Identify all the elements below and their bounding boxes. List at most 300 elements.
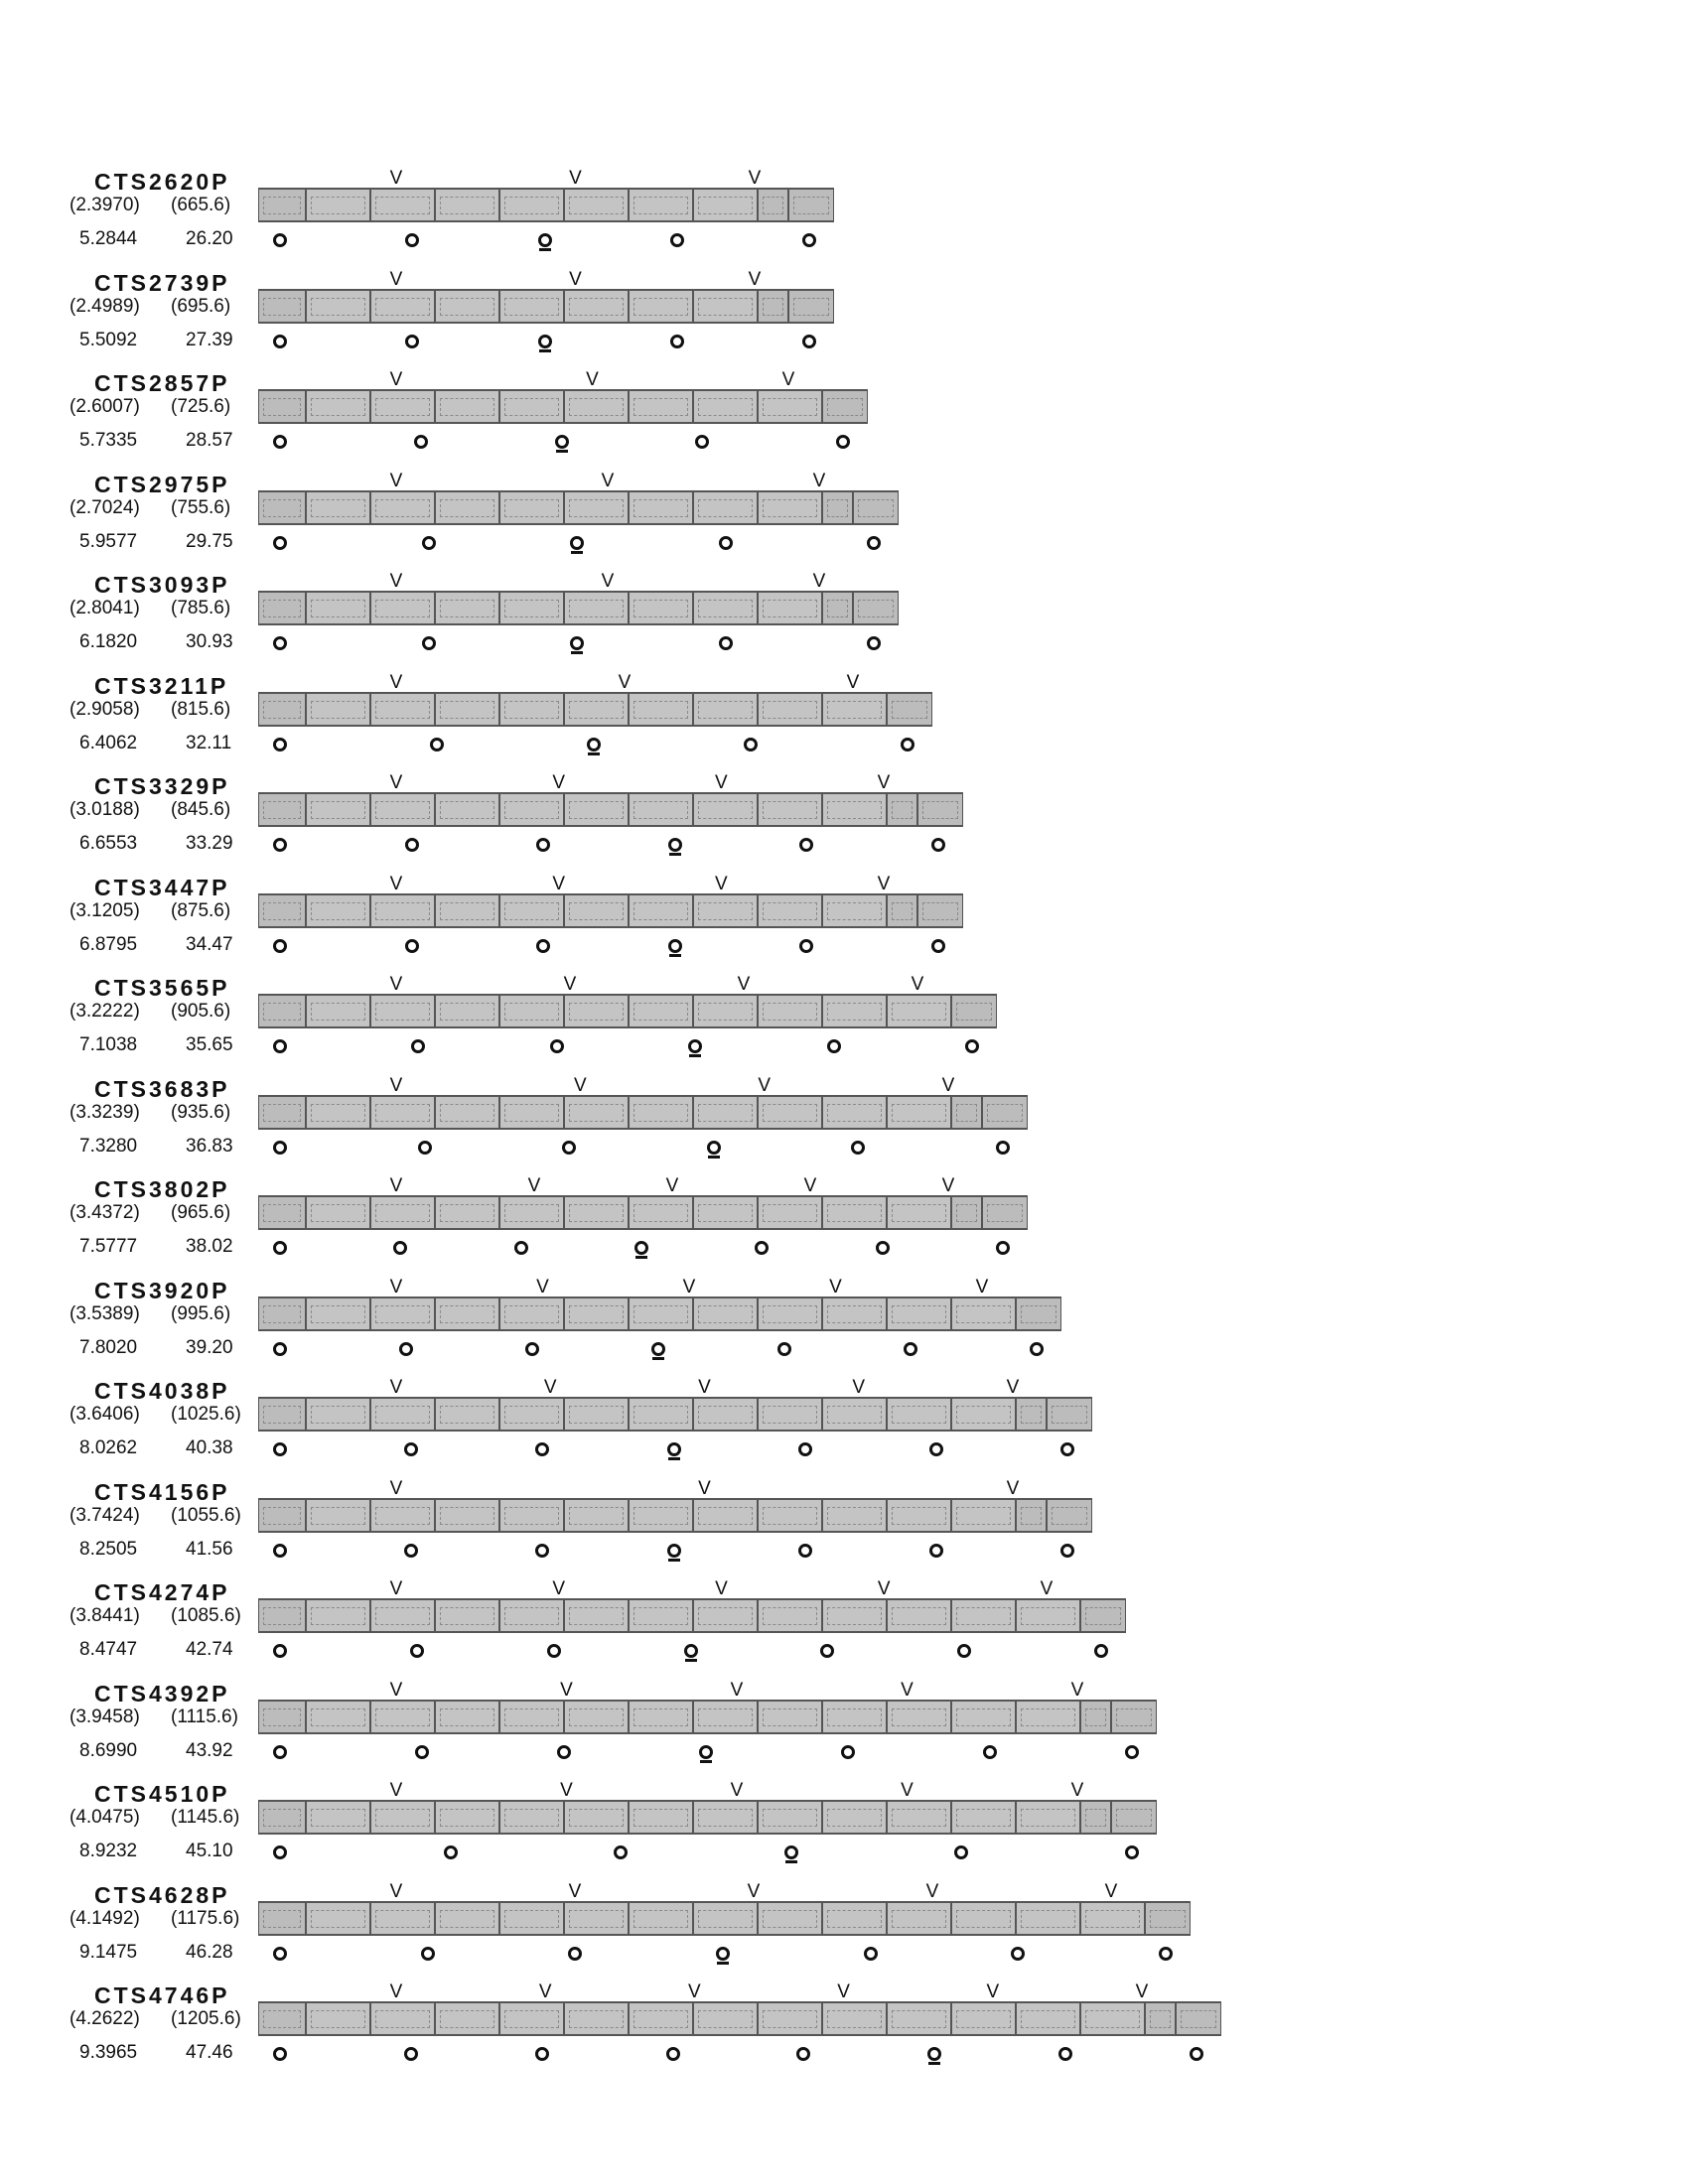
strip-cell (693, 289, 758, 324)
o-mark-circle (799, 939, 813, 953)
strip-cell (693, 1700, 758, 1734)
model-name: CTS4274P (94, 1579, 230, 1605)
strip-cell (499, 893, 564, 928)
strip-cell (499, 188, 564, 222)
strip-cell (758, 490, 822, 525)
v-mark-label: V (1006, 1377, 1020, 1398)
v-mark-label: V (1070, 1780, 1084, 1801)
strip-cell (370, 692, 435, 727)
strip-cell (370, 1297, 435, 1331)
o-mark-circle (422, 536, 436, 550)
strip-end-segment (258, 1700, 306, 1734)
strip-cell (951, 1598, 1016, 1633)
strip-end-cap (951, 1095, 982, 1130)
o-mark-circle (931, 939, 945, 953)
v-mark-label: V (812, 571, 826, 592)
strip-cell (499, 2001, 564, 2036)
length-mm-paren: (965.6) (171, 1202, 231, 1223)
strip-cell (693, 1195, 758, 1230)
length-mm: 43.92 (186, 1739, 233, 1761)
strip-end-cap (822, 389, 868, 424)
strip-cell (435, 1901, 499, 1936)
length-inches: 8.2505 (79, 1538, 138, 1560)
o-mark-circle (864, 1947, 878, 1961)
model-row (0, 1982, 1688, 2082)
strip-cell (951, 1901, 1016, 1936)
v-mark-label: V (618, 671, 632, 693)
strip-cell (499, 591, 564, 625)
strip-cell (564, 792, 629, 827)
length-mm: 33.29 (186, 833, 233, 854)
v-mark-label: V (601, 470, 615, 491)
strip-cell (306, 289, 370, 324)
v-mark-label: V (389, 268, 403, 290)
o-mark-circle (929, 1544, 943, 1558)
v-mark-label: V (1104, 1880, 1118, 1902)
length-inches-paren: (2.7024) (70, 496, 140, 518)
o-mark-circle (667, 1442, 681, 1456)
strip-cell (370, 1700, 435, 1734)
o-mark-circle (1011, 1947, 1025, 1961)
length-inches-paren: (2.3970) (70, 195, 140, 215)
v-mark-label: V (714, 873, 728, 894)
strip-cell (499, 490, 564, 525)
strip-cell (435, 1700, 499, 1734)
o-mark-circle (421, 1947, 435, 1961)
strip-cell (564, 591, 629, 625)
v-mark-label: V (730, 1679, 744, 1701)
v-mark-label: V (901, 1780, 914, 1801)
length-inches: 9.1475 (79, 1941, 138, 1963)
v-mark-label: V (877, 1578, 891, 1599)
strip-cell (758, 389, 822, 424)
connector-strip (258, 490, 899, 525)
strip-cell (887, 1297, 951, 1331)
model-row (0, 370, 1688, 470)
v-mark-label: V (527, 1175, 541, 1196)
o-mark-circle (405, 233, 419, 247)
o-mark-circle (557, 1745, 571, 1759)
connector-strip (258, 1598, 1126, 1633)
v-mark-label: V (389, 974, 403, 995)
o-mark-circle (876, 1241, 890, 1255)
v-mark-label: V (925, 1880, 939, 1902)
o-mark-circle (535, 2047, 549, 2061)
strip-cell (693, 1297, 758, 1331)
v-mark-label: V (829, 1276, 842, 1297)
connector-strip (258, 792, 963, 827)
strip-cell (435, 490, 499, 525)
strip-end-cap (1016, 1397, 1047, 1432)
strip-end-cap (1016, 1297, 1061, 1331)
o-mark-circle (404, 1544, 418, 1558)
strip-cell (564, 1297, 629, 1331)
model-name: CTS3329P (94, 773, 230, 799)
strip-end-cap (853, 591, 899, 625)
model-name: CTS3683P (94, 1075, 230, 1102)
o-mark-circle (784, 1845, 798, 1859)
connector-strip (258, 1095, 1028, 1130)
o-mark-circle (273, 939, 287, 953)
strip-cell (564, 188, 629, 222)
v-mark-label: V (538, 1981, 552, 2002)
v-mark-label: V (389, 1880, 403, 1902)
strip-cell (435, 1195, 499, 1230)
strip-cell (822, 994, 887, 1028)
length-inches-paren: (4.0475) (70, 1807, 140, 1828)
strip-cell (629, 1901, 693, 1936)
length-mm-paren: (725.6) (171, 396, 231, 417)
strip-end-cap (1111, 1700, 1157, 1734)
model-row (0, 1882, 1688, 1981)
strip-end-cap (1047, 1498, 1092, 1533)
strip-cell (693, 893, 758, 928)
o-mark-circle (536, 939, 550, 953)
strip-cell (370, 994, 435, 1028)
o-mark-circle (707, 1141, 721, 1155)
strip-cell (306, 2001, 370, 2036)
o-mark-circle (410, 1644, 424, 1658)
length-mm-paren: (905.6) (171, 1001, 231, 1022)
strip-end-cap (887, 692, 932, 727)
model-name: CTS4746P (94, 1982, 230, 2008)
length-mm: 35.65 (186, 1034, 233, 1055)
o-mark-circle (820, 1644, 834, 1658)
o-mark-circle (954, 1845, 968, 1859)
v-mark-label: V (812, 470, 826, 491)
v-mark-label: V (714, 772, 728, 793)
strip-cell (564, 490, 629, 525)
strip-cell (629, 2001, 693, 2036)
length-mm: 47.46 (186, 2042, 233, 2063)
strip-cell (370, 1800, 435, 1835)
strip-cell (370, 1901, 435, 1936)
strip-cell (370, 1095, 435, 1130)
v-mark-label: V (560, 1780, 573, 1801)
o-mark-circle (699, 1745, 713, 1759)
strip-cell (370, 1195, 435, 1230)
strip-cell (306, 389, 370, 424)
v-mark-label: V (1006, 1477, 1020, 1499)
strip-end-segment (258, 994, 306, 1028)
v-mark-label: V (901, 1679, 914, 1701)
strip-end-segment (258, 188, 306, 222)
v-mark-label: V (665, 1175, 679, 1196)
v-mark-label: V (837, 1981, 850, 2002)
o-mark-circle (667, 1544, 681, 1558)
o-mark-circle (666, 2047, 680, 2061)
strip-cell (370, 289, 435, 324)
v-mark-label: V (389, 1175, 403, 1196)
model-name: CTS3211P (94, 672, 229, 699)
v-mark-label: V (941, 1175, 955, 1196)
model-row (0, 1479, 1688, 1578)
o-mark-circle (411, 1039, 425, 1053)
length-inches-paren: (3.6406) (70, 1404, 140, 1425)
strip-cell (499, 289, 564, 324)
o-mark-circle (422, 636, 436, 650)
strip-cell (951, 1800, 1016, 1835)
length-inches-paren: (3.1205) (70, 899, 140, 921)
strip-cell (629, 1297, 693, 1331)
o-mark-circle (827, 1039, 841, 1053)
v-mark-label: V (389, 1578, 403, 1599)
strip-end-cap (917, 893, 963, 928)
length-mm: 46.28 (186, 1941, 233, 1963)
o-mark-circle (904, 1342, 917, 1356)
length-inches: 6.6553 (79, 833, 138, 854)
o-mark-circle (273, 1845, 287, 1859)
strip-cell (758, 893, 822, 928)
o-mark-circle (668, 939, 682, 953)
model-name: CTS4628P (94, 1881, 230, 1908)
strip-cell (1080, 2001, 1145, 2036)
connector-strip (258, 1297, 1061, 1331)
strip-cell (499, 1598, 564, 1633)
length-mm: 40.38 (186, 1437, 233, 1458)
strip-end-cap (951, 994, 997, 1028)
length-inches-paren: (3.4372) (70, 1202, 140, 1223)
o-mark-circle (684, 1644, 698, 1658)
strip-cell (758, 1195, 822, 1230)
model-name: CTS4156P (94, 1478, 230, 1505)
o-mark-circle (851, 1141, 865, 1155)
strip-cell (499, 1498, 564, 1533)
v-mark-label: V (852, 1377, 866, 1398)
model-row (0, 472, 1688, 571)
strip-cell (435, 289, 499, 324)
strip-end-cap (1080, 1598, 1126, 1633)
length-mm-paren: (1175.6) (171, 1907, 240, 1929)
o-mark-circle (273, 1745, 287, 1759)
length-inches: 5.9577 (79, 530, 138, 552)
strip-end-segment (258, 1598, 306, 1633)
strip-cell (822, 1498, 887, 1533)
strip-end-cap (1176, 2001, 1221, 2036)
strip-cell (564, 1397, 629, 1432)
length-mm: 27.39 (186, 329, 233, 350)
strip-cell (951, 1700, 1016, 1734)
o-mark-circle (587, 738, 601, 751)
strip-cell (306, 1195, 370, 1230)
o-mark-circle (798, 1442, 812, 1456)
strip-cell (435, 1297, 499, 1331)
o-mark-circle (273, 1241, 287, 1255)
v-mark-label: V (737, 974, 751, 995)
v-mark-label: V (389, 168, 403, 189)
length-inches: 5.5092 (79, 329, 138, 350)
strip-cell (435, 792, 499, 827)
o-mark-circle (929, 1442, 943, 1456)
o-mark-circle (651, 1342, 665, 1356)
strip-cell (887, 994, 951, 1028)
length-mm-paren: (785.6) (171, 598, 231, 618)
strip-cell (629, 692, 693, 727)
v-mark-label: V (389, 1377, 403, 1398)
v-mark-label: V (877, 873, 891, 894)
strip-cell (758, 1598, 822, 1633)
strip-cell (564, 1095, 629, 1130)
o-mark-circle (996, 1241, 1010, 1255)
o-mark-circle (719, 536, 733, 550)
strip-cell (564, 389, 629, 424)
length-inches-paren: (3.3239) (70, 1101, 140, 1123)
strip-cell (1016, 1700, 1080, 1734)
o-mark-circle (634, 1241, 648, 1255)
length-inches: 9.3965 (79, 2042, 138, 2063)
length-mm: 30.93 (186, 631, 233, 652)
model-row (0, 773, 1688, 873)
o-mark-circle (1094, 1644, 1108, 1658)
length-mm: 45.10 (186, 1841, 233, 1861)
length-mm-paren: (1025.6) (171, 1404, 241, 1425)
length-inches-paren: (2.4989) (70, 295, 140, 317)
o-mark-circle (273, 1342, 287, 1356)
model-name: CTS4392P (94, 1680, 230, 1706)
v-mark-label: V (682, 1276, 696, 1297)
v-mark-label: V (389, 873, 403, 894)
strip-cell (499, 1800, 564, 1835)
strip-cell (306, 591, 370, 625)
o-mark-circle (535, 1442, 549, 1456)
model-name: CTS2739P (94, 269, 230, 296)
strip-end-cap (788, 188, 834, 222)
o-mark-circle (273, 1141, 287, 1155)
o-mark-circle (798, 1544, 812, 1558)
model-row (0, 572, 1688, 671)
strip-cell (693, 188, 758, 222)
strip-cell (370, 1397, 435, 1432)
o-mark-circle (744, 738, 758, 751)
strip-cell (499, 1297, 564, 1331)
v-mark-label: V (975, 1276, 989, 1297)
length-inches: 7.3280 (79, 1135, 138, 1157)
o-mark-circle (273, 738, 287, 751)
connector-strip (258, 289, 834, 324)
v-mark-label: V (389, 772, 403, 793)
o-mark-circle (404, 2047, 418, 2061)
model-name: CTS4510P (94, 1781, 230, 1807)
length-inches: 8.0262 (79, 1437, 138, 1458)
strip-end-segment (258, 1095, 306, 1130)
o-mark-circle (901, 738, 914, 751)
strip-cell (629, 591, 693, 625)
strip-cell (499, 994, 564, 1028)
strip-cell (306, 1498, 370, 1533)
length-inches-paren: (3.9458) (70, 1706, 140, 1727)
model-name: CTS2975P (94, 471, 230, 497)
length-mm: 32.11 (186, 732, 232, 753)
strip-cell (435, 591, 499, 625)
length-inches: 7.5777 (79, 1236, 138, 1257)
length-inches: 8.6990 (79, 1739, 138, 1761)
strip-cell (370, 591, 435, 625)
length-mm-paren: (1055.6) (171, 1504, 241, 1526)
strip-end-segment (258, 893, 306, 928)
strip-end-cap (788, 289, 834, 324)
strip-end-segment (258, 692, 306, 727)
strip-cell (693, 1598, 758, 1633)
o-mark-circle (570, 636, 584, 650)
length-mm-paren: (1145.6) (171, 1807, 240, 1828)
o-mark-circle (273, 838, 287, 852)
length-mm-paren: (755.6) (171, 496, 231, 518)
strip-cell (693, 2001, 758, 2036)
o-mark-circle (1190, 2047, 1203, 2061)
strip-end-segment (258, 591, 306, 625)
strip-cell (564, 692, 629, 727)
strip-cell (306, 1700, 370, 1734)
strip-cell (693, 591, 758, 625)
strip-cell (499, 792, 564, 827)
o-mark-circle (996, 1141, 1010, 1155)
strip-cell (306, 1598, 370, 1633)
connector-strip (258, 692, 932, 727)
v-mark-label: V (536, 1276, 549, 1297)
length-mm-paren: (815.6) (171, 698, 231, 720)
strip-cell (306, 792, 370, 827)
strip-end-cap (1145, 1901, 1191, 1936)
strip-cell (435, 2001, 499, 2036)
v-mark-label: V (698, 1477, 711, 1499)
v-mark-label: V (389, 571, 403, 592)
model-name: CTS4038P (94, 1378, 230, 1404)
strip-cell (629, 389, 693, 424)
strip-end-segment (258, 1800, 306, 1835)
strip-cell (887, 1397, 951, 1432)
strip-cell (629, 1498, 693, 1533)
model-name: CTS2620P (94, 169, 230, 195)
v-mark-label: V (389, 1780, 403, 1801)
strip-cell (564, 1901, 629, 1936)
strip-cell (370, 2001, 435, 2036)
length-mm: 36.83 (186, 1135, 233, 1157)
strip-cell (693, 1800, 758, 1835)
length-inches: 8.9232 (79, 1841, 138, 1861)
v-mark-label: V (586, 369, 599, 390)
v-mark-label: V (552, 1578, 566, 1599)
length-inches: 7.1038 (79, 1034, 138, 1055)
connector-strip (258, 389, 868, 424)
o-mark-circle (536, 838, 550, 852)
length-inches: 6.1820 (79, 631, 138, 652)
strip-cell (564, 1498, 629, 1533)
connector-strip (258, 188, 834, 222)
o-mark-circle (415, 1745, 429, 1759)
strip-cell (435, 1498, 499, 1533)
o-mark-circle (273, 536, 287, 550)
strip-cell (822, 1297, 887, 1331)
strip-cell (564, 893, 629, 928)
connector-strip (258, 893, 963, 928)
v-mark-label: V (1070, 1679, 1084, 1701)
v-mark-label: V (563, 974, 577, 995)
strip-cell (499, 1195, 564, 1230)
strip-cell (564, 2001, 629, 2036)
connector-strip (258, 1700, 1157, 1734)
strip-cell (1016, 1800, 1080, 1835)
strip-end-segment (258, 1901, 306, 1936)
strip-cell (887, 1598, 951, 1633)
strip-end-cap (822, 591, 853, 625)
connector-strip (258, 1397, 1092, 1432)
v-mark-label: V (986, 1981, 1000, 2002)
strip-cell (629, 1598, 693, 1633)
strip-cell (758, 1901, 822, 1936)
strip-cell (306, 692, 370, 727)
v-mark-label: V (601, 571, 615, 592)
length-inches-paren: (3.2222) (70, 1001, 140, 1022)
